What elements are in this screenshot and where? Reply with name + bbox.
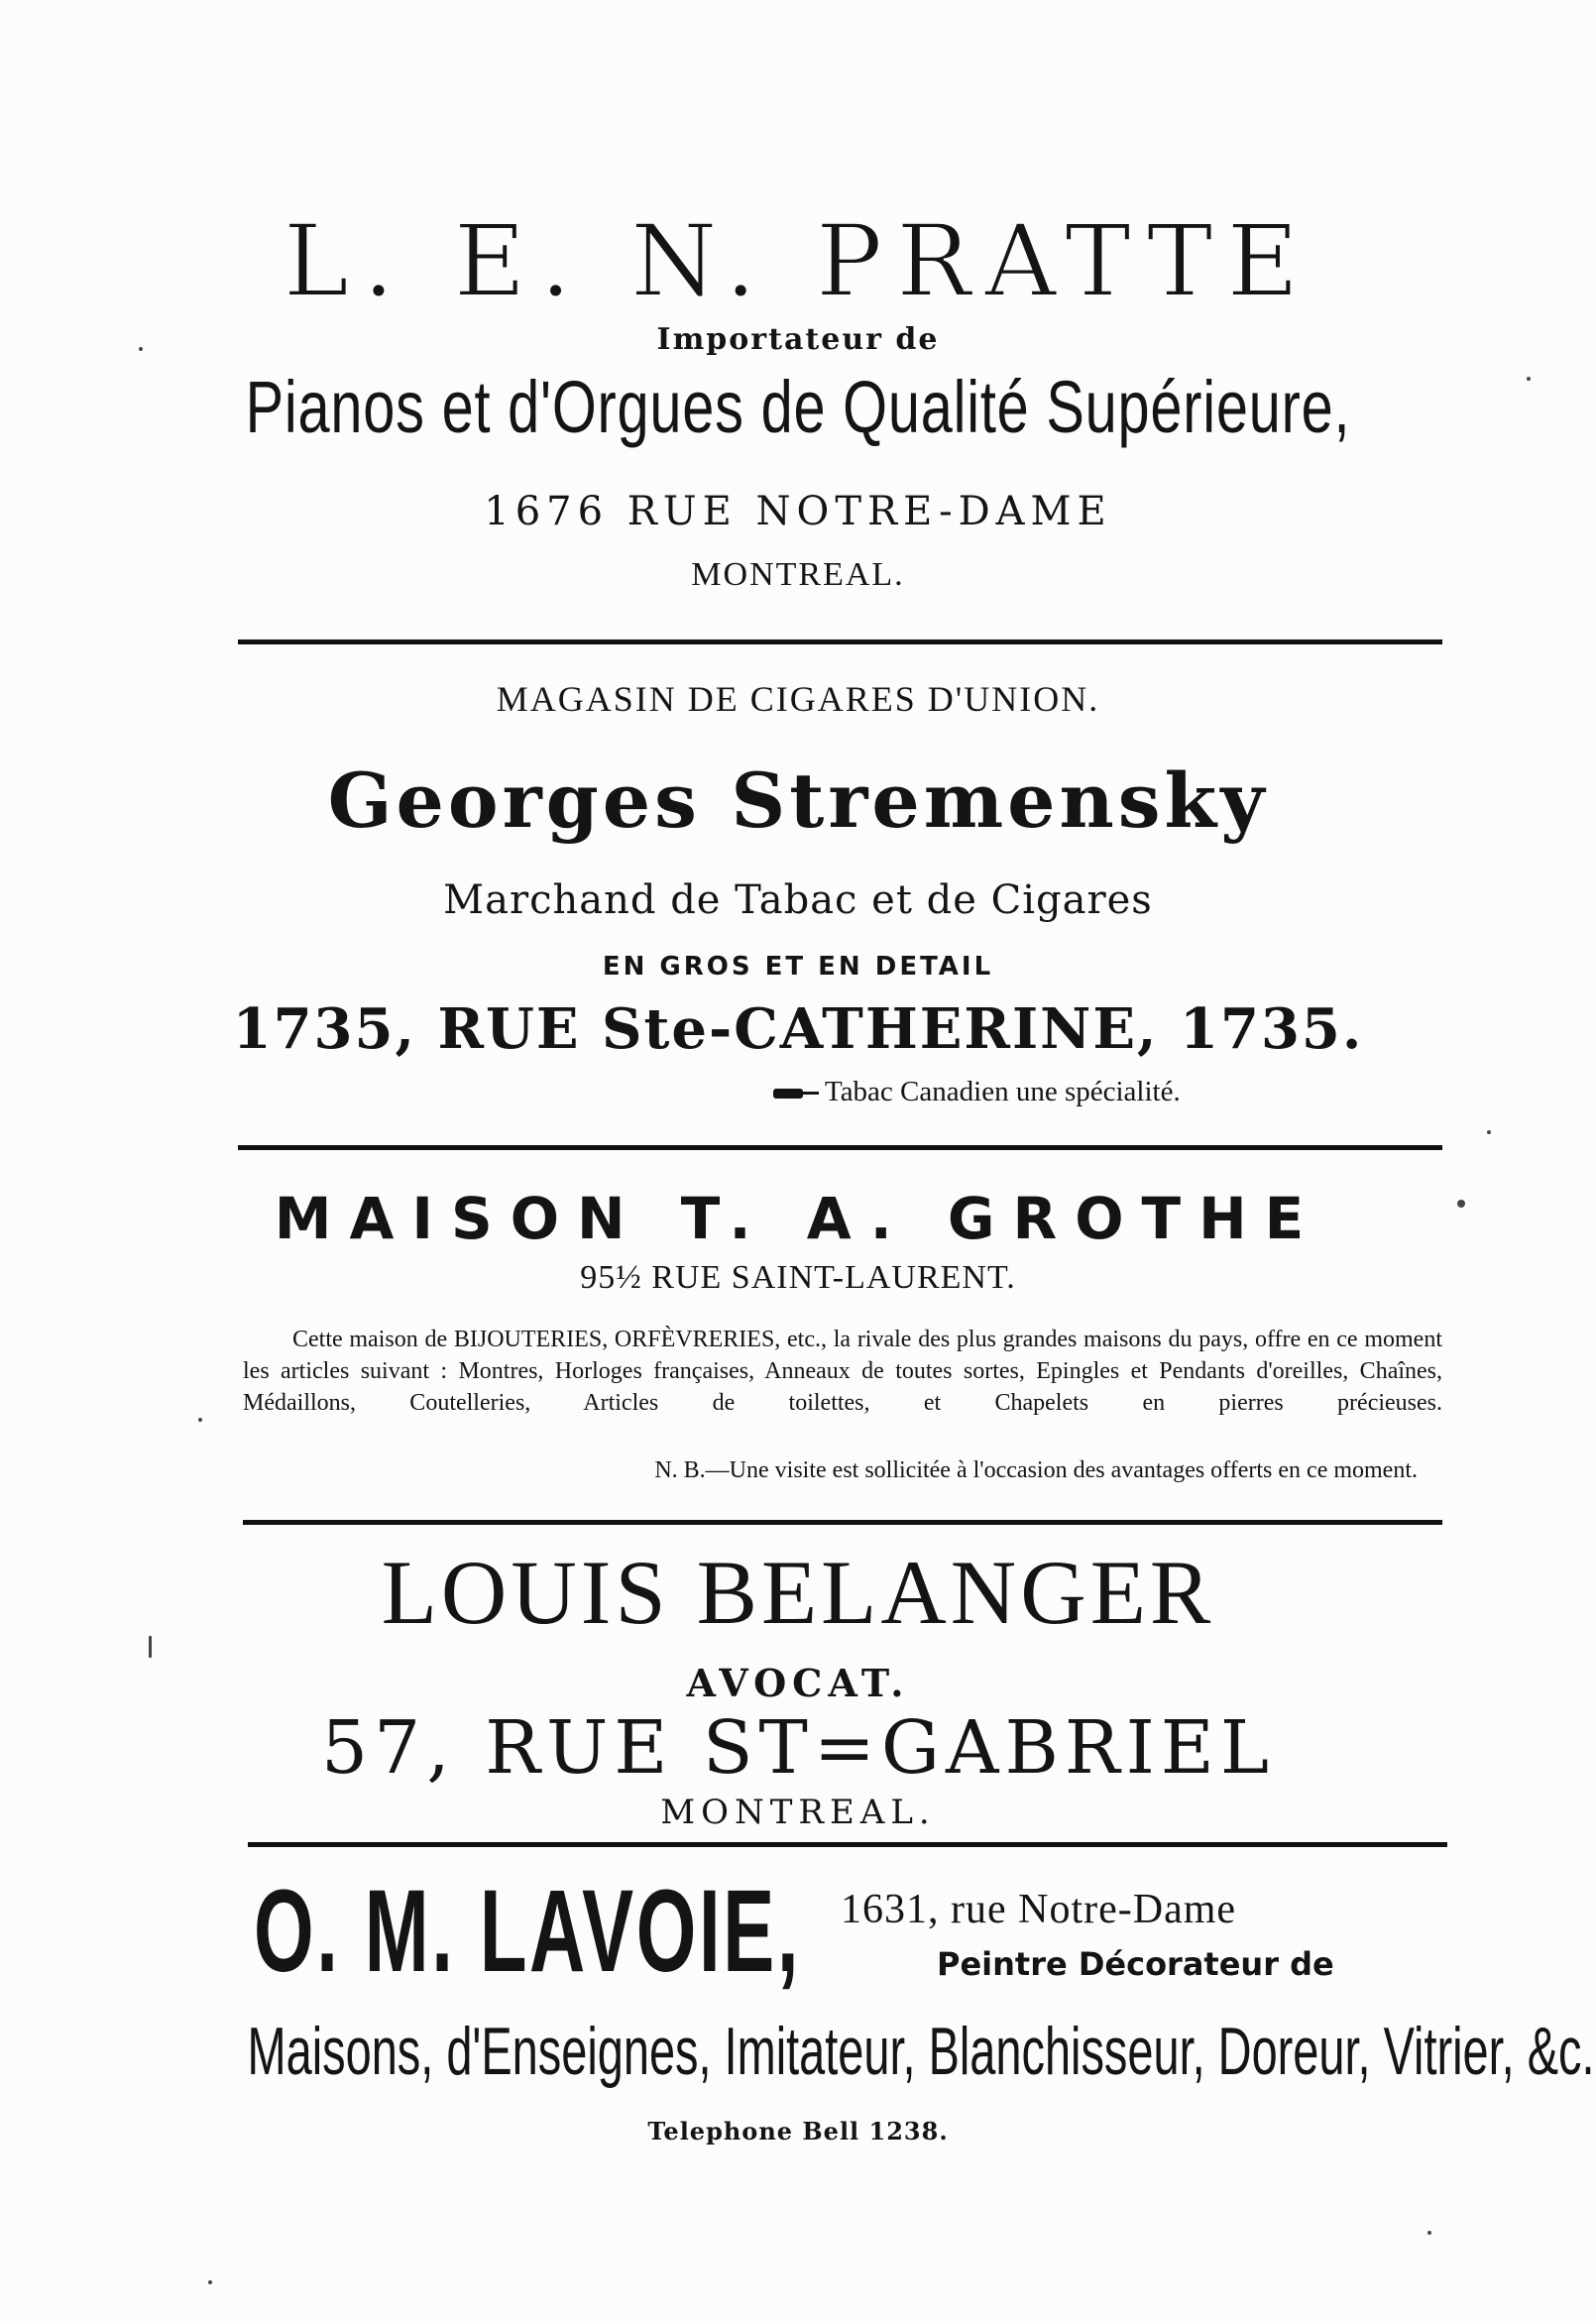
lavoie-phone: Telephone Bell 1238. — [647, 2117, 949, 2146]
stremensky-shop-name: MAGASIN DE CIGARES D'UNION. — [496, 679, 1100, 719]
belanger-name: LOUIS BELANGER — [381, 1542, 1215, 1643]
pointing-hand-icon — [773, 1085, 819, 1102]
lavoie-name: O. M. LAVOIE, — [254, 1866, 802, 1997]
stremensky-address: 1735, RUE Ste-CATHERINE, 1735. — [232, 996, 1364, 1062]
print-speck — [149, 1636, 152, 1658]
pratte-name: L. E. N. PRATTE — [283, 203, 1313, 319]
print-speck — [1527, 377, 1531, 381]
belanger-city: MONTREAL. — [660, 1793, 936, 1832]
grothe-name: MAISON T. A. GROTHE — [274, 1185, 1322, 1252]
pratte-address: 1676 RUE NOTRE-DAME — [484, 489, 1112, 534]
lavoie-trade: Peintre Décorateur de — [937, 1945, 1334, 1983]
grothe-note: N. B.—Une visite est sollicitée à l'occasion des avantages offerts en ce moment. — [654, 1457, 1418, 1483]
print-speck — [198, 1418, 202, 1422]
grothe-description — [243, 1324, 1442, 1419]
stremensky-trade: Marchand de Tabac et de Cigares — [443, 877, 1153, 923]
pratte-city: MONTREAL. — [691, 556, 905, 593]
print-speck — [1427, 2231, 1431, 2235]
pratte-pianos-line: Pianos et d'Orgues de Qualité Supérieure, — [245, 366, 1351, 448]
stremensky-wholesale: EN GROS ET EN DETAIL — [602, 952, 994, 982]
divider-rule — [248, 1842, 1447, 1847]
print-speck — [139, 347, 143, 351]
print-speck — [208, 2280, 212, 2284]
belanger-title: AVOCAT. — [686, 1661, 910, 1705]
divider-rule — [243, 1520, 1442, 1525]
stremensky-specialty — [773, 1076, 1181, 1108]
print-speck — [1487, 1130, 1491, 1134]
stremensky-specialty-text: Tabac Canadien une spécialité. — [825, 1076, 1181, 1107]
stremensky-name: Georges Stremensky — [327, 756, 1269, 845]
divider-rule — [238, 639, 1442, 644]
print-speck — [1457, 1200, 1465, 1208]
lavoie-address: 1631, rue Notre-Dame — [841, 1887, 1237, 1932]
grothe-address: 95½ RUE SAINT-LAURENT. — [580, 1259, 1016, 1296]
belanger-address: 57, RUE ST=GABRIEL — [321, 1705, 1275, 1791]
grothe-body-text: Cette maison de BIJOUTERIES, ORFÈVRERIES, etc., la rivale des plus grandes maisons du pays, offre en ce moment les articles suivant : Montres, Horloges françaises, Anneaux de toutes sortes, Epingles et Pendants d'oreilles, Chaînes, Médaillons, Coutelleries, Articles de toilettes, et Chapelets en pierres précieuses. — [243, 1327, 1442, 1416]
lavoie-services: Maisons, d'Enseignes, Imitateur, Blanchisseur, Doreur, Vitrier, &c. — [247, 2014, 1595, 2089]
divider-rule — [238, 1145, 1442, 1150]
pratte-importer-line: Importateur de — [656, 322, 940, 357]
